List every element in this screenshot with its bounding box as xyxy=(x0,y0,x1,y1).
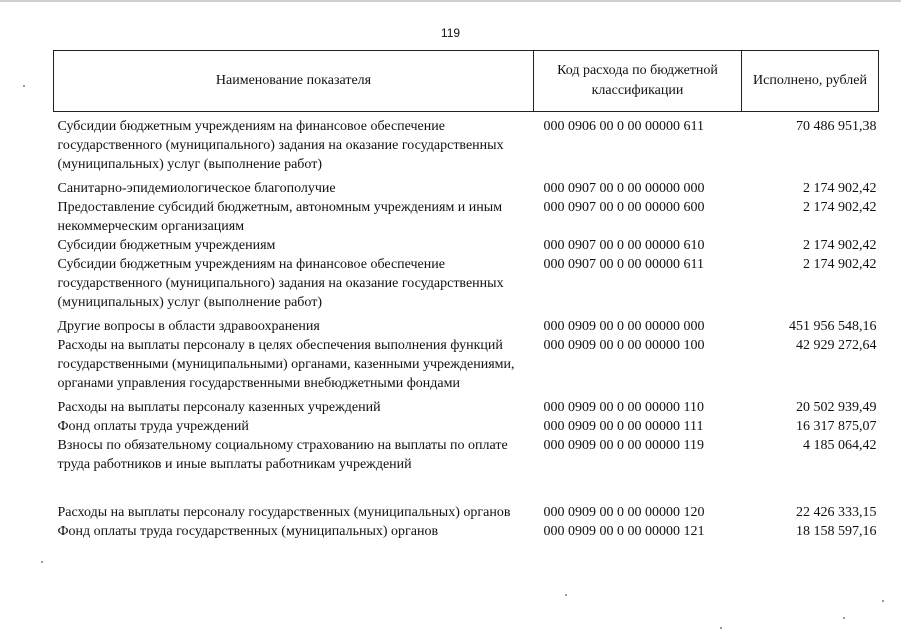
row-name: Взносы по обязательному социальному страхованию на выплаты по оплате труда работников и иные выплаты работникам учреждений xyxy=(57,438,508,472)
header-executed-amount: Исполнено, рублей xyxy=(742,51,879,112)
row-code: 000 0907 00 0 00 00000 610 xyxy=(543,238,705,253)
row-name: Другие вопросы в области здравоохранения xyxy=(57,319,320,334)
row-name: Санитарно-эпидемиологическое благополучие xyxy=(57,181,336,196)
row-name: Субсидии бюджетным учреждениям на финансовое обеспечение государственного (муниципального) задания на оказание государственных (муниципальных) услуг (выполнение работ) xyxy=(57,119,504,172)
row-name: Фонд оплаты труда учреждений xyxy=(57,419,249,434)
header-budget-code: Код расхода по бюджетной классификации xyxy=(534,51,742,112)
scan-speck xyxy=(882,600,884,602)
scan-speck xyxy=(23,85,25,87)
row-amount: 451 956 548,16 xyxy=(789,319,877,334)
row-amount: 42 929 272,64 xyxy=(796,338,877,353)
row-amount: 4 185 064,42 xyxy=(803,438,877,453)
row-code: 000 0907 00 0 00 00000 600 xyxy=(543,200,705,215)
table-row xyxy=(54,312,879,336)
row-code: 000 0909 00 0 00 00000 121 xyxy=(543,524,705,539)
table-row xyxy=(54,417,879,436)
table-header-row xyxy=(54,51,879,112)
row-amount: 2 174 902,42 xyxy=(803,200,877,215)
header-indicator-name: Наименование показателя xyxy=(54,51,534,112)
row-code: 000 0907 00 0 00 00000 611 xyxy=(543,257,704,272)
row-name: Расходы на выплаты персоналу казенных учреждений xyxy=(57,400,381,415)
table-row xyxy=(54,522,879,541)
row-code: 000 0909 00 0 00 00000 000 xyxy=(543,319,705,334)
table-row xyxy=(54,236,879,255)
scan-speck xyxy=(720,627,722,629)
row-amount: 20 502 939,49 xyxy=(796,400,877,415)
table-row xyxy=(54,255,879,312)
row-name: Субсидии бюджетным учреждениям на финансовое обеспечение государственного (муниципального) задания на оказание государственных (муниципальных) услуг (выполнение работ) xyxy=(57,257,504,310)
table-row xyxy=(54,393,879,417)
row-name: Субсидии бюджетным учреждениям xyxy=(57,238,276,253)
scan-speck xyxy=(843,617,845,619)
row-code: 000 0909 00 0 00 00000 120 xyxy=(543,505,705,520)
scan-top-edge xyxy=(0,0,901,2)
row-code: 000 0906 00 0 00 00000 611 xyxy=(543,119,704,134)
table-row xyxy=(54,436,879,474)
table-row xyxy=(54,198,879,236)
row-amount: 16 317 875,07 xyxy=(796,419,877,434)
row-code: 000 0907 00 0 00 00000 000 xyxy=(543,181,705,196)
scan-speck xyxy=(41,561,43,563)
row-amount: 2 174 902,42 xyxy=(803,257,877,272)
row-name: Расходы на выплаты персоналу государственных (муниципальных) органов xyxy=(57,505,511,520)
page-number: 119 xyxy=(440,26,461,40)
row-code: 000 0909 00 0 00 00000 119 xyxy=(543,438,704,453)
row-name: Предоставление субсидий бюджетным, автономным учреждениям и иным некоммерческим организациям xyxy=(57,200,503,234)
row-amount: 18 158 597,16 xyxy=(796,524,877,539)
budget-execution-table xyxy=(53,50,879,541)
row-amount: 70 486 951,38 xyxy=(796,119,877,134)
table-row xyxy=(54,474,879,522)
row-code: 000 0909 00 0 00 00000 110 xyxy=(543,400,704,415)
table-row xyxy=(54,336,879,393)
row-code: 000 0909 00 0 00 00000 100 xyxy=(543,338,705,353)
row-code: 000 0909 00 0 00 00000 111 xyxy=(543,419,704,434)
row-amount: 2 174 902,42 xyxy=(803,238,877,253)
row-amount: 2 174 902,42 xyxy=(803,181,877,196)
row-amount: 22 426 333,15 xyxy=(796,505,877,520)
row-name: Расходы на выплаты персоналу в целях обеспечения выполнения функций государственными (муниципальными) органами, казенными учреждениями, органами управления государственными внебюджетными фондами xyxy=(57,338,515,391)
table-row xyxy=(54,174,879,198)
scan-speck xyxy=(565,594,567,596)
row-name: Фонд оплаты труда государственных (муниципальных) органов xyxy=(57,524,439,539)
table-row xyxy=(54,112,879,175)
